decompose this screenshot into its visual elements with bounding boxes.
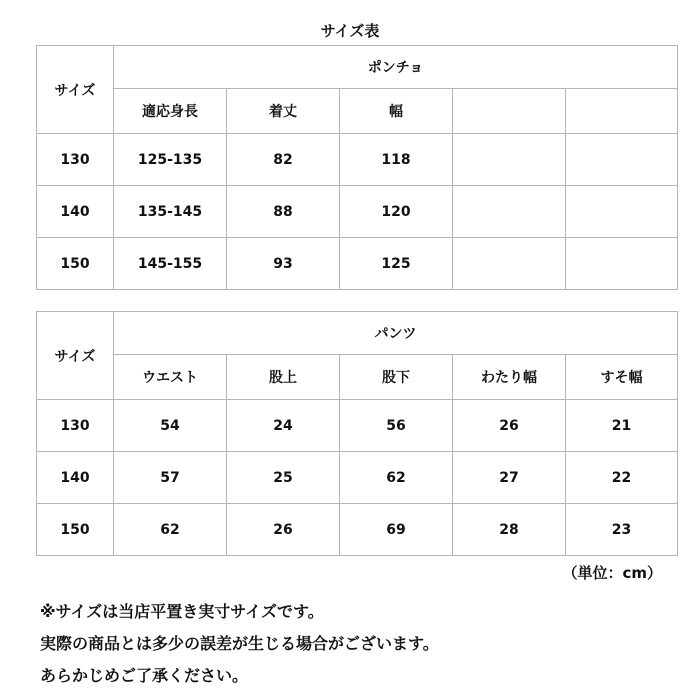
size-cell: 130 <box>37 400 114 452</box>
column-header: 幅 <box>340 89 453 134</box>
size-header: サイズ <box>37 46 114 134</box>
size-cell: 150 <box>37 504 114 556</box>
note-line: あらかじめご了承ください。 <box>40 666 249 685</box>
column-header: 股下 <box>340 355 453 400</box>
column-header: ウエスト <box>114 355 227 400</box>
size-cell: 150 <box>37 238 114 290</box>
pants-header: パンツ <box>114 312 678 355</box>
table-cell: 21 <box>566 400 678 452</box>
size-cell: 140 <box>37 186 114 238</box>
table-cell: 125 <box>340 238 453 290</box>
table-cell: 88 <box>227 186 340 238</box>
table-cell: 26 <box>453 400 566 452</box>
table-cell: 54 <box>114 400 227 452</box>
size-cell: 140 <box>37 452 114 504</box>
size-header: サイズ <box>37 312 114 400</box>
note-line: ※サイズは当店平置き実寸サイズです。 <box>40 602 324 621</box>
table-row <box>37 504 678 556</box>
table-cell: 24 <box>227 400 340 452</box>
table-row <box>37 238 678 290</box>
table-cell <box>453 134 566 186</box>
table-row <box>37 186 678 238</box>
table-cell <box>453 186 566 238</box>
table-row <box>37 400 678 452</box>
table-cell: 125-135 <box>114 134 227 186</box>
column-header: 股上 <box>227 355 340 400</box>
table-cell <box>453 238 566 290</box>
unit-label: （単位：cm） <box>562 564 662 582</box>
table-cell <box>566 134 678 186</box>
table-cell: 28 <box>453 504 566 556</box>
table-cell: 23 <box>566 504 678 556</box>
table-cell: 82 <box>227 134 340 186</box>
table-cell: 25 <box>227 452 340 504</box>
pants-size-table <box>36 311 678 556</box>
column-header: すそ幅 <box>566 355 678 400</box>
column-header <box>566 89 678 134</box>
column-header: 着丈 <box>227 89 340 134</box>
table-cell: 145-155 <box>114 238 227 290</box>
size-cell: 130 <box>37 134 114 186</box>
table-cell <box>566 186 678 238</box>
table-cell: 118 <box>340 134 453 186</box>
column-header: わたり幅 <box>453 355 566 400</box>
table-cell: 22 <box>566 452 678 504</box>
table-cell: 69 <box>340 504 453 556</box>
table-cell: 120 <box>340 186 453 238</box>
notes <box>40 596 439 692</box>
page-title: サイズ表 <box>320 22 380 40</box>
table-cell: 56 <box>340 400 453 452</box>
poncho-header: ポンチョ <box>114 46 678 89</box>
column-header: 適応身長 <box>114 89 227 134</box>
column-header <box>453 89 566 134</box>
table-cell: 27 <box>453 452 566 504</box>
table-cell: 135-145 <box>114 186 227 238</box>
note-line: 実際の商品とは多少の誤差が生じる場合がございます。 <box>40 634 439 653</box>
table-cell: 26 <box>227 504 340 556</box>
table-cell <box>566 238 678 290</box>
table-cell: 93 <box>227 238 340 290</box>
table-cell: 57 <box>114 452 227 504</box>
table-cell: 62 <box>340 452 453 504</box>
poncho-size-table <box>36 45 678 290</box>
table-row <box>37 452 678 504</box>
table-row <box>37 134 678 186</box>
table-cell: 62 <box>114 504 227 556</box>
